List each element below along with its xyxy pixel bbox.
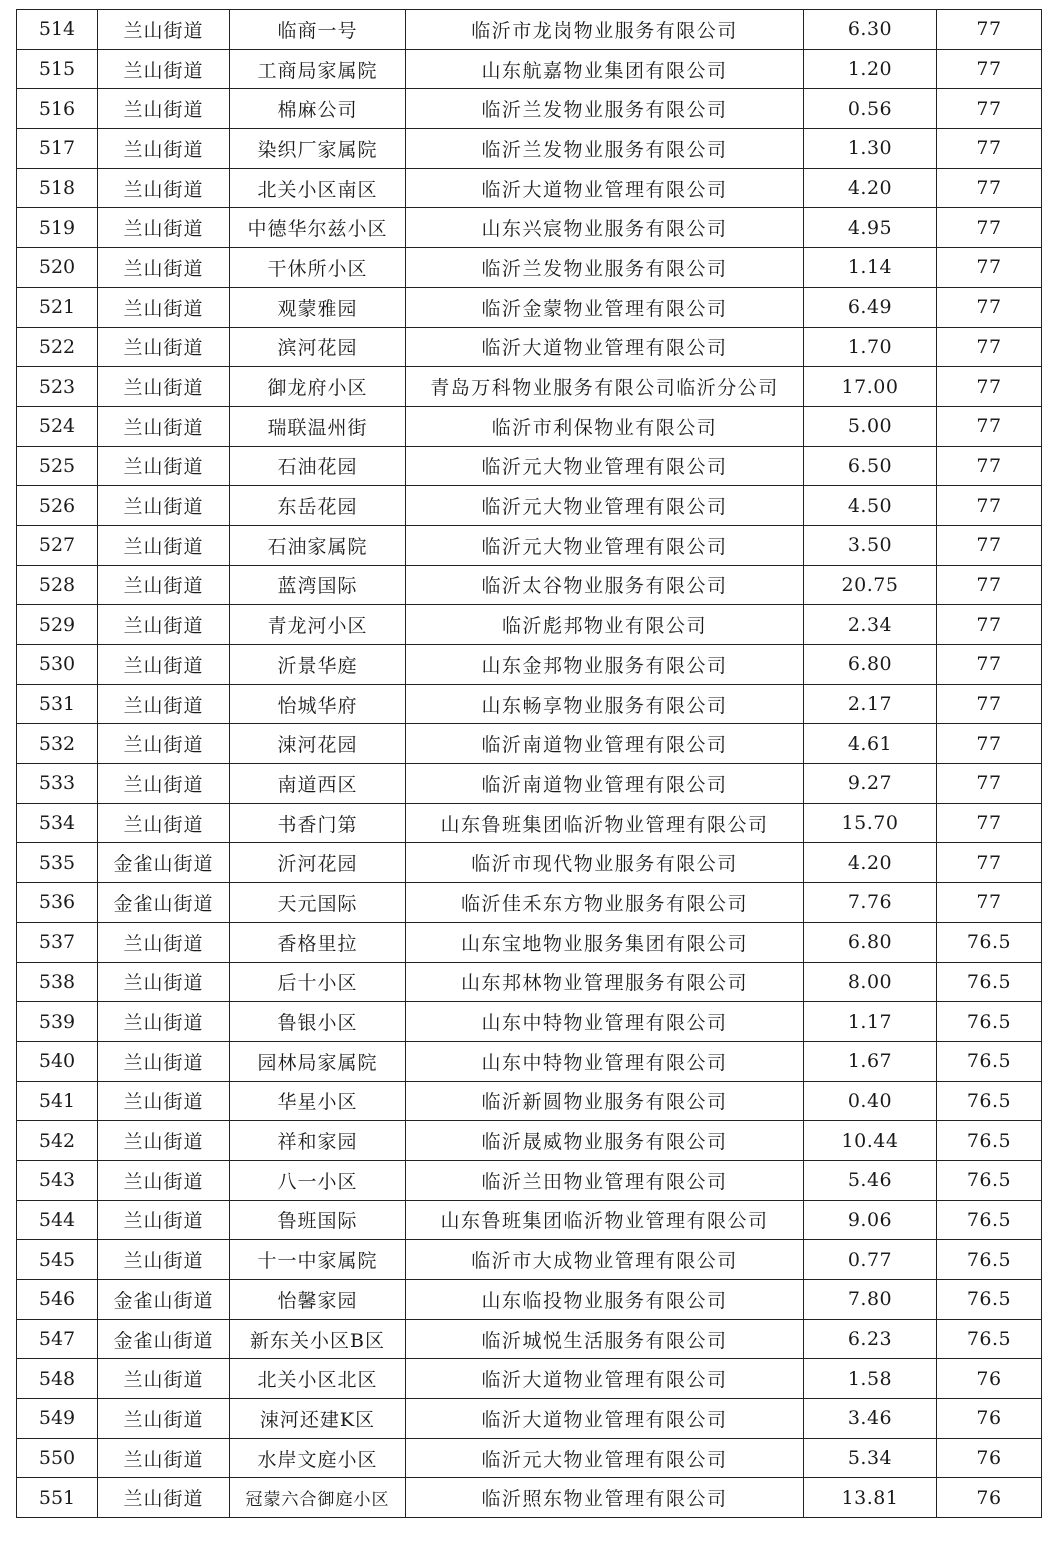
- row-number-cell: 534: [17, 803, 98, 843]
- row-number-cell: 522: [17, 327, 98, 367]
- community-name-cell: 天元国际: [230, 883, 406, 923]
- street-cell: 兰山街道: [98, 962, 230, 1002]
- table-row: [17, 1200, 1042, 1240]
- street-cell: 兰山街道: [98, 1438, 230, 1478]
- area-cell: 1.58: [804, 1359, 937, 1399]
- score-cell: 76.5: [937, 1121, 1042, 1161]
- score-cell: 76.5: [937, 922, 1042, 962]
- property-company-cell: 临沂兰发物业服务有限公司: [406, 129, 804, 169]
- score-cell: 76.5: [937, 1160, 1042, 1200]
- table-row: [17, 1240, 1042, 1280]
- row-number-cell: 540: [17, 1041, 98, 1081]
- area-cell: 5.46: [804, 1160, 937, 1200]
- table-row: [17, 248, 1042, 288]
- community-name-cell: 中德华尔兹小区: [230, 208, 406, 248]
- table-row: [17, 1319, 1042, 1359]
- score-cell: 77: [937, 843, 1042, 883]
- table-row: [17, 1002, 1042, 1042]
- street-cell: 兰山街道: [98, 49, 230, 89]
- property-company-cell: 山东鲁班集团临沂物业管理有限公司: [406, 1200, 804, 1240]
- property-company-cell: 临沂元大物业管理有限公司: [406, 525, 804, 565]
- community-name-cell: 沂景华庭: [230, 645, 406, 685]
- row-number-cell: 518: [17, 168, 98, 208]
- area-cell: 3.46: [804, 1399, 937, 1439]
- table-row: [17, 724, 1042, 764]
- community-name-cell: 八一小区: [230, 1160, 406, 1200]
- score-cell: 76.5: [937, 1319, 1042, 1359]
- property-company-cell: 临沂彪邦物业有限公司: [406, 605, 804, 645]
- row-number-cell: 539: [17, 1002, 98, 1042]
- community-name-cell: 鲁银小区: [230, 1002, 406, 1042]
- area-cell: 1.70: [804, 327, 937, 367]
- property-company-cell: 临沂市现代物业服务有限公司: [406, 843, 804, 883]
- property-company-cell: 临沂元大物业管理有限公司: [406, 446, 804, 486]
- street-cell: 兰山街道: [98, 248, 230, 288]
- table-row: [17, 684, 1042, 724]
- table-row: [17, 764, 1042, 804]
- area-cell: 4.50: [804, 486, 937, 526]
- property-company-cell: 临沂大道物业管理有限公司: [406, 1359, 804, 1399]
- property-company-cell: 临沂市利保物业有限公司: [406, 406, 804, 446]
- property-company-cell: 临沂佳禾东方物业服务有限公司: [406, 883, 804, 923]
- community-name-cell: 南道西区: [230, 764, 406, 804]
- community-name-cell: 涑河还建K区: [230, 1399, 406, 1439]
- row-number-cell: 519: [17, 208, 98, 248]
- community-name-cell: 鲁班国际: [230, 1200, 406, 1240]
- property-company-cell: 山东畅享物业服务有限公司: [406, 684, 804, 724]
- score-cell: 77: [937, 10, 1042, 50]
- row-number-cell: 548: [17, 1359, 98, 1399]
- area-cell: 4.61: [804, 724, 937, 764]
- street-cell: 兰山街道: [98, 684, 230, 724]
- street-cell: 兰山街道: [98, 287, 230, 327]
- community-name-cell: 沂河花园: [230, 843, 406, 883]
- property-company-cell: 临沂兰田物业管理有限公司: [406, 1160, 804, 1200]
- score-cell: 77: [937, 208, 1042, 248]
- area-cell: 13.81: [804, 1478, 937, 1518]
- area-cell: 3.50: [804, 525, 937, 565]
- score-cell: 77: [937, 486, 1042, 526]
- street-cell: 金雀山街道: [98, 883, 230, 923]
- score-cell: 77: [937, 803, 1042, 843]
- community-name-cell: 蓝湾国际: [230, 565, 406, 605]
- community-name-cell: 祥和家园: [230, 1121, 406, 1161]
- community-name-cell: 后十小区: [230, 962, 406, 1002]
- community-name-cell: 水岸文庭小区: [230, 1438, 406, 1478]
- row-number-cell: 538: [17, 962, 98, 1002]
- row-number-cell: 544: [17, 1200, 98, 1240]
- community-name-cell: 北关小区南区: [230, 168, 406, 208]
- score-cell: 76.5: [937, 1280, 1042, 1320]
- table-row: [17, 1359, 1042, 1399]
- area-cell: 9.27: [804, 764, 937, 804]
- score-cell: 77: [937, 565, 1042, 605]
- street-cell: 兰山街道: [98, 10, 230, 50]
- score-cell: 77: [937, 406, 1042, 446]
- table-row: [17, 208, 1042, 248]
- area-cell: 6.80: [804, 645, 937, 685]
- property-company-cell: 临沂大道物业管理有限公司: [406, 168, 804, 208]
- score-cell: 77: [937, 89, 1042, 129]
- row-number-cell: 533: [17, 764, 98, 804]
- street-cell: 兰山街道: [98, 1200, 230, 1240]
- street-cell: 兰山街道: [98, 208, 230, 248]
- table-row: [17, 803, 1042, 843]
- score-cell: 77: [937, 724, 1042, 764]
- community-name-cell: 华星小区: [230, 1081, 406, 1121]
- score-cell: 77: [937, 605, 1042, 645]
- row-number-cell: 514: [17, 10, 98, 50]
- score-cell: 77: [937, 764, 1042, 804]
- community-name-cell: 滨河花园: [230, 327, 406, 367]
- street-cell: 兰山街道: [98, 1081, 230, 1121]
- row-number-cell: 547: [17, 1319, 98, 1359]
- row-number-cell: 523: [17, 367, 98, 407]
- property-company-cell: 临沂市大成物业管理有限公司: [406, 1240, 804, 1280]
- street-cell: 兰山街道: [98, 724, 230, 764]
- table-row: [17, 168, 1042, 208]
- score-cell: 77: [937, 129, 1042, 169]
- row-number-cell: 521: [17, 287, 98, 327]
- street-cell: 兰山街道: [98, 406, 230, 446]
- property-company-cell: 临沂照东物业管理有限公司: [406, 1478, 804, 1518]
- street-cell: 兰山街道: [98, 168, 230, 208]
- community-name-cell: 青龙河小区: [230, 605, 406, 645]
- table-row: [17, 843, 1042, 883]
- row-number-cell: 525: [17, 446, 98, 486]
- property-company-cell: 山东中特物业管理有限公司: [406, 1041, 804, 1081]
- property-company-cell: 临沂金蒙物业管理有限公司: [406, 287, 804, 327]
- area-cell: 5.34: [804, 1438, 937, 1478]
- score-cell: 77: [937, 446, 1042, 486]
- score-cell: 77: [937, 287, 1042, 327]
- table-row: [17, 486, 1042, 526]
- score-cell: 76.5: [937, 1041, 1042, 1081]
- community-name-cell: 香格里拉: [230, 922, 406, 962]
- street-cell: 金雀山街道: [98, 1280, 230, 1320]
- property-company-cell: 山东金邦物业服务有限公司: [406, 645, 804, 685]
- score-cell: 76.5: [937, 1081, 1042, 1121]
- row-number-cell: 536: [17, 883, 98, 923]
- table-row: [17, 645, 1042, 685]
- community-name-cell: 东岳花园: [230, 486, 406, 526]
- community-name-cell: 临商一号: [230, 10, 406, 50]
- area-cell: 4.20: [804, 168, 937, 208]
- table-row: [17, 49, 1042, 89]
- row-number-cell: 515: [17, 49, 98, 89]
- property-company-cell: 山东临投物业服务有限公司: [406, 1280, 804, 1320]
- score-cell: 77: [937, 327, 1042, 367]
- row-number-cell: 551: [17, 1478, 98, 1518]
- area-cell: 1.67: [804, 1041, 937, 1081]
- row-number-cell: 535: [17, 843, 98, 883]
- property-company-cell: 山东航嘉物业集团有限公司: [406, 49, 804, 89]
- row-number-cell: 529: [17, 605, 98, 645]
- area-cell: 1.30: [804, 129, 937, 169]
- property-company-cell: 青岛万科物业服务有限公司临沂分公司: [406, 367, 804, 407]
- row-number-cell: 537: [17, 922, 98, 962]
- area-cell: 7.76: [804, 883, 937, 923]
- table-row: [17, 367, 1042, 407]
- property-company-cell: 临沂市龙岗物业服务有限公司: [406, 10, 804, 50]
- area-cell: 4.95: [804, 208, 937, 248]
- street-cell: 兰山街道: [98, 446, 230, 486]
- street-cell: 兰山街道: [98, 1002, 230, 1042]
- score-cell: 77: [937, 525, 1042, 565]
- street-cell: 兰山街道: [98, 803, 230, 843]
- street-cell: 兰山街道: [98, 1121, 230, 1161]
- score-cell: 76: [937, 1478, 1042, 1518]
- property-company-cell: 山东兴宸物业服务有限公司: [406, 208, 804, 248]
- table-row: [17, 962, 1042, 1002]
- row-number-cell: 532: [17, 724, 98, 764]
- score-cell: 77: [937, 645, 1042, 685]
- community-name-cell: 干休所小区: [230, 248, 406, 288]
- property-company-cell: 临沂晟威物业服务有限公司: [406, 1121, 804, 1161]
- score-cell: 76: [937, 1359, 1042, 1399]
- street-cell: 兰山街道: [98, 1041, 230, 1081]
- score-cell: 76.5: [937, 1200, 1042, 1240]
- score-cell: 76.5: [937, 1002, 1042, 1042]
- street-cell: 兰山街道: [98, 486, 230, 526]
- street-cell: 兰山街道: [98, 367, 230, 407]
- score-cell: 77: [937, 168, 1042, 208]
- street-cell: 兰山街道: [98, 1160, 230, 1200]
- area-cell: 0.40: [804, 1081, 937, 1121]
- property-company-cell: 山东宝地物业服务集团有限公司: [406, 922, 804, 962]
- street-cell: 兰山街道: [98, 605, 230, 645]
- table-row: [17, 327, 1042, 367]
- area-cell: 1.14: [804, 248, 937, 288]
- row-number-cell: 526: [17, 486, 98, 526]
- table-row: [17, 883, 1042, 923]
- street-cell: 兰山街道: [98, 1478, 230, 1518]
- score-cell: 77: [937, 684, 1042, 724]
- community-name-cell: 冠蒙六合御庭小区: [230, 1478, 406, 1518]
- community-name-cell: 书香门第: [230, 803, 406, 843]
- table-row: [17, 10, 1042, 50]
- row-number-cell: 527: [17, 525, 98, 565]
- row-number-cell: 516: [17, 89, 98, 129]
- property-company-cell: 临沂南道物业管理有限公司: [406, 764, 804, 804]
- row-number-cell: 531: [17, 684, 98, 724]
- community-name-cell: 染织厂家属院: [230, 129, 406, 169]
- row-number-cell: 528: [17, 565, 98, 605]
- community-name-cell: 怡馨家园: [230, 1280, 406, 1320]
- score-cell: 77: [937, 883, 1042, 923]
- score-cell: 76: [937, 1438, 1042, 1478]
- community-name-cell: 十一中家属院: [230, 1240, 406, 1280]
- table-row: [17, 1160, 1042, 1200]
- area-cell: 2.17: [804, 684, 937, 724]
- area-cell: 8.00: [804, 962, 937, 1002]
- area-cell: 0.56: [804, 89, 937, 129]
- row-number-cell: 550: [17, 1438, 98, 1478]
- property-company-cell: 临沂大道物业管理有限公司: [406, 327, 804, 367]
- table-row: [17, 1280, 1042, 1320]
- score-cell: 76: [937, 1399, 1042, 1439]
- community-name-cell: 观蒙雅园: [230, 287, 406, 327]
- row-number-cell: 530: [17, 645, 98, 685]
- table-row: [17, 1399, 1042, 1439]
- community-name-cell: 石油花园: [230, 446, 406, 486]
- area-cell: 4.20: [804, 843, 937, 883]
- property-rating-table: [16, 9, 1042, 1518]
- area-cell: 20.75: [804, 565, 937, 605]
- area-cell: 7.80: [804, 1280, 937, 1320]
- table-row: [17, 1438, 1042, 1478]
- street-cell: 金雀山街道: [98, 1319, 230, 1359]
- community-name-cell: 怡城华府: [230, 684, 406, 724]
- street-cell: 兰山街道: [98, 1240, 230, 1280]
- community-name-cell: 新东关小区B区: [230, 1319, 406, 1359]
- street-cell: 兰山街道: [98, 525, 230, 565]
- community-name-cell: 瑞联温州街: [230, 406, 406, 446]
- row-number-cell: 546: [17, 1280, 98, 1320]
- community-name-cell: 棉麻公司: [230, 89, 406, 129]
- community-name-cell: 园林局家属院: [230, 1041, 406, 1081]
- street-cell: 兰山街道: [98, 1399, 230, 1439]
- street-cell: 兰山街道: [98, 327, 230, 367]
- property-company-cell: 临沂城悦生活服务有限公司: [406, 1319, 804, 1359]
- street-cell: 金雀山街道: [98, 843, 230, 883]
- table-row: [17, 89, 1042, 129]
- community-name-cell: 石油家属院: [230, 525, 406, 565]
- property-company-cell: 临沂太谷物业服务有限公司: [406, 565, 804, 605]
- street-cell: 兰山街道: [98, 764, 230, 804]
- community-name-cell: 御龙府小区: [230, 367, 406, 407]
- property-company-cell: 山东邦林物业管理服务有限公司: [406, 962, 804, 1002]
- row-number-cell: 543: [17, 1160, 98, 1200]
- table-row: [17, 605, 1042, 645]
- row-number-cell: 517: [17, 129, 98, 169]
- table-row: [17, 1478, 1042, 1518]
- score-cell: 77: [937, 49, 1042, 89]
- property-company-cell: 山东中特物业管理有限公司: [406, 1002, 804, 1042]
- street-cell: 兰山街道: [98, 1359, 230, 1399]
- property-company-cell: 临沂兰发物业服务有限公司: [406, 89, 804, 129]
- street-cell: 兰山街道: [98, 89, 230, 129]
- table-row: [17, 525, 1042, 565]
- table-body: [17, 10, 1042, 1518]
- table-row: [17, 129, 1042, 169]
- street-cell: 兰山街道: [98, 565, 230, 605]
- street-cell: 兰山街道: [98, 922, 230, 962]
- table-row: [17, 287, 1042, 327]
- area-cell: 6.80: [804, 922, 937, 962]
- row-number-cell: 541: [17, 1081, 98, 1121]
- property-company-cell: 临沂大道物业管理有限公司: [406, 1399, 804, 1439]
- property-company-cell: 临沂兰发物业服务有限公司: [406, 248, 804, 288]
- property-company-cell: 临沂新圆物业服务有限公司: [406, 1081, 804, 1121]
- area-cell: 6.23: [804, 1319, 937, 1359]
- area-cell: 1.17: [804, 1002, 937, 1042]
- community-name-cell: 北关小区北区: [230, 1359, 406, 1399]
- table-row: [17, 1041, 1042, 1081]
- property-company-cell: 临沂元大物业管理有限公司: [406, 486, 804, 526]
- row-number-cell: 542: [17, 1121, 98, 1161]
- property-company-cell: 临沂南道物业管理有限公司: [406, 724, 804, 764]
- community-name-cell: 工商局家属院: [230, 49, 406, 89]
- area-cell: 15.70: [804, 803, 937, 843]
- score-cell: 77: [937, 367, 1042, 407]
- property-company-cell: 山东鲁班集团临沂物业管理有限公司: [406, 803, 804, 843]
- area-cell: 17.00: [804, 367, 937, 407]
- table-row: [17, 446, 1042, 486]
- area-cell: 5.00: [804, 406, 937, 446]
- score-cell: 77: [937, 248, 1042, 288]
- table-row: [17, 1121, 1042, 1161]
- row-number-cell: 549: [17, 1399, 98, 1439]
- community-name-cell: 涑河花园: [230, 724, 406, 764]
- area-cell: 6.49: [804, 287, 937, 327]
- table-row: [17, 406, 1042, 446]
- table-row: [17, 1081, 1042, 1121]
- street-cell: 兰山街道: [98, 645, 230, 685]
- area-cell: 0.77: [804, 1240, 937, 1280]
- area-cell: 9.06: [804, 1200, 937, 1240]
- street-cell: 兰山街道: [98, 129, 230, 169]
- row-number-cell: 524: [17, 406, 98, 446]
- area-cell: 10.44: [804, 1121, 937, 1161]
- area-cell: 1.20: [804, 49, 937, 89]
- property-company-cell: 临沂元大物业管理有限公司: [406, 1438, 804, 1478]
- score-cell: 76.5: [937, 1240, 1042, 1280]
- row-number-cell: 545: [17, 1240, 98, 1280]
- area-cell: 6.30: [804, 10, 937, 50]
- area-cell: 6.50: [804, 446, 937, 486]
- area-cell: 2.34: [804, 605, 937, 645]
- table-row: [17, 922, 1042, 962]
- score-cell: 76.5: [937, 962, 1042, 1002]
- row-number-cell: 520: [17, 248, 98, 288]
- table-row: [17, 565, 1042, 605]
